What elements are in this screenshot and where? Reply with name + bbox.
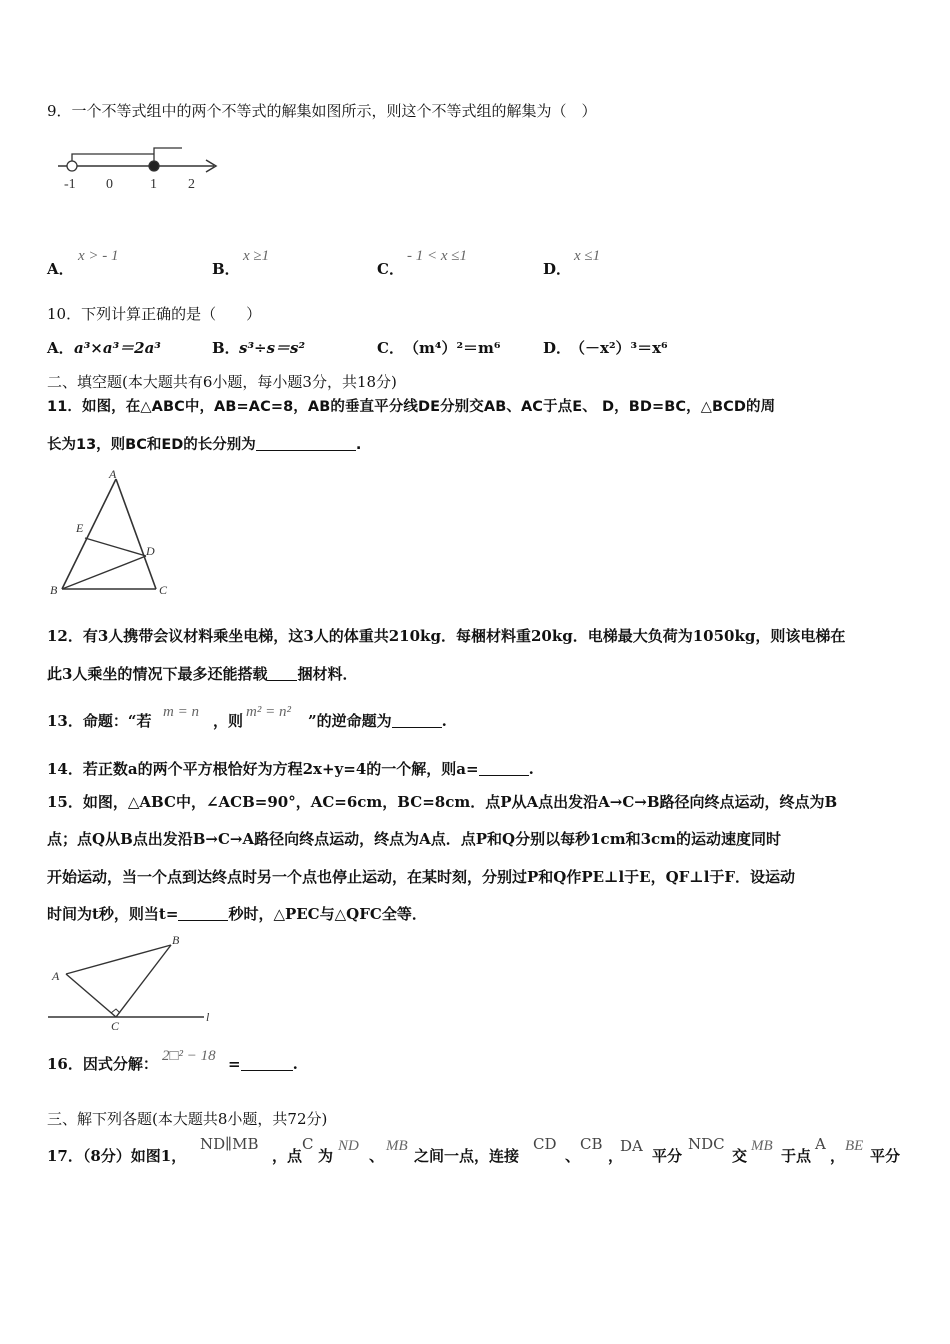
q17-p4: MB: [386, 1138, 408, 1154]
q14-answer-blank[interactable]: [479, 761, 529, 776]
q17-p10: A: [815, 1135, 826, 1153]
section2-heading: 二、填空题(本大题共有6小题，每小题3分，共18分): [47, 373, 397, 391]
q17-t5: 、: [565, 1147, 581, 1165]
q11-label-c: C: [159, 583, 168, 597]
q17-p1: ND∥MB: [200, 1135, 259, 1153]
q15-label-l: l: [206, 1010, 210, 1024]
q9-option-a-label: A．: [47, 260, 74, 278]
q13-b: ，则: [213, 712, 244, 730]
q17-t9: 于点: [781, 1147, 812, 1165]
q9-option-d-expr: x ≤1: [574, 248, 601, 264]
q10-option-a-label: A．: [47, 339, 74, 357]
q17-t6: ，: [608, 1147, 624, 1165]
q11-line2: [47, 435, 361, 455]
q17-p5: CD: [533, 1135, 557, 1153]
q13-formula-1: m = n: [163, 704, 199, 720]
q13-line: [308, 711, 447, 731]
q15-line1: 15．如图，△ABC中，∠ACB=90°，AC=6cm，BC=8cm．点P从A点出发沿A→C→B路径向终点运动，终点为B: [47, 793, 838, 811]
q9-stem: 9．一个不等式组中的两个不等式的解集如图所示，则这个不等式组的解集为（ ）: [47, 102, 597, 120]
q12-line2-b: 捆材料．: [297, 665, 358, 683]
q10-option-a-expr: a³×a³＝2a³: [74, 339, 161, 357]
q9-tick-0: 0: [106, 177, 113, 192]
q15-line3: 开始运动，当一个点到达终点时另一个点也停止运动，在某时刻，分别过P和Q作PE⊥l于E，QF⊥l于F．设运动: [47, 868, 796, 886]
q17-t7: 平分: [652, 1147, 683, 1165]
q17-p3: ND: [338, 1138, 359, 1154]
q15-line2: 点；点Q从B点出发沿B→C→A路径向终点运动，终点为A点．点P和Q分别以每秒1cm和3cm的运动速度同时: [47, 830, 782, 848]
q16-expr: 2□² − 18: [162, 1048, 216, 1064]
q13-c: ”的逆命题为: [308, 712, 392, 730]
q15-line4-a: 时间为t秒，则当t=: [47, 905, 179, 923]
q17-t4: 之间一点，连接: [414, 1147, 520, 1165]
q11-label-e: E: [76, 521, 84, 535]
q16-line: [228, 1054, 298, 1074]
q12-line2-a: 此3人乘坐的情况下最多还能搭载: [47, 665, 268, 683]
q10-option-c-expr: （m⁴）²＝m⁶: [404, 339, 501, 357]
q10-option-d-expr: （－x²）³＝x⁶: [570, 339, 668, 357]
q11-line1: 11．如图，在△ABC中，AB=AC=8，AB的垂直平分线DE分别交AB、AC于点E、 D，BD=BC，△BCD的周: [47, 399, 776, 415]
q17-t2: 为: [318, 1147, 334, 1165]
q17-t8: 交: [732, 1147, 748, 1165]
q10-option-b-expr: s³÷s＝s²: [239, 339, 306, 357]
q13-a: 13．命题：“若: [47, 712, 152, 730]
q15-answer-blank[interactable]: [178, 906, 228, 921]
q16-b: =: [228, 1055, 241, 1073]
q9-option-c-label: C．: [377, 260, 404, 278]
q9-option-d-label: D．: [543, 260, 572, 278]
q9-option-b-label: B．: [212, 260, 240, 278]
q12-answer-blank[interactable]: [267, 666, 297, 681]
q17-t10: ，: [830, 1147, 846, 1165]
q15-triangle-figure: [46, 930, 218, 1034]
q10-option-b-label: B．: [212, 339, 240, 357]
q12-line2: [47, 664, 357, 684]
q9-number-line: [50, 140, 230, 196]
q15-label-b: B: [172, 933, 180, 947]
q10-option-c-label: C．: [377, 339, 404, 357]
q11-triangle-figure: [46, 466, 176, 600]
q13-d: .: [441, 712, 447, 730]
q9-tick-2: 2: [188, 177, 195, 192]
q9-tick-1: 1: [150, 177, 157, 192]
q12-line1: 12．有3人携带会议材料乘坐电梯，这3人的体重共210kg．每梱材料重20kg．电梯最大负荷为1050kg，则该电梯在: [47, 627, 846, 645]
q17-p11: BE: [845, 1138, 864, 1154]
q11-line2-text: 长为13，则BC和ED的长分别为: [47, 437, 256, 453]
q15-label-c: C: [111, 1019, 120, 1033]
q10-option-d-label: D．: [543, 339, 572, 357]
q17-t1: ，点: [272, 1147, 303, 1165]
q16-c: .: [292, 1055, 298, 1073]
q17-p6: CB: [580, 1135, 603, 1153]
q16-answer-blank[interactable]: [241, 1056, 293, 1071]
q9-option-b-expr: x ≥1: [243, 248, 270, 264]
section3-heading: 三、解下列各题(本大题共8小题，共72分): [47, 1110, 328, 1128]
q11-label-b: B: [50, 583, 58, 597]
q11-line2-end: .: [355, 437, 362, 453]
q14-b: .: [528, 760, 534, 778]
q13-answer-blank[interactable]: [392, 713, 442, 728]
q9-option-a-expr: x > - 1: [78, 248, 119, 264]
q10-stem: 10．下列计算正确的是（ ）: [47, 305, 262, 323]
q9-option-c-expr: - 1 < x ≤1: [407, 248, 468, 264]
q17-p2: C: [302, 1135, 314, 1153]
q17-num: 17．（8分）如图1，: [47, 1147, 187, 1165]
q17-p7: DA: [620, 1137, 643, 1155]
q15-label-a: A: [52, 969, 60, 983]
q17-t11: 平分: [870, 1147, 901, 1165]
q16-a: 16．因式分解：: [47, 1055, 158, 1073]
q15-line4-b: 秒时，△PEC与△QFC全等．: [228, 905, 427, 923]
q9-tick-neg1: -1: [64, 177, 76, 192]
q11-label-d: D: [146, 544, 155, 558]
q17-t3: 、: [369, 1147, 385, 1165]
q17-p8: NDC: [688, 1135, 725, 1153]
q17-p9: MB: [751, 1138, 773, 1154]
q11-label-a: A: [109, 467, 117, 481]
q15-line4: [47, 904, 427, 924]
q11-answer-blank[interactable]: [256, 436, 356, 451]
q13-formula-2: m² = n²: [246, 704, 291, 720]
q14-line: [47, 759, 534, 779]
q14-a: 14．若正数a的两个平方根恰好为方程2x+y=4的一个解，则a=: [47, 760, 479, 778]
